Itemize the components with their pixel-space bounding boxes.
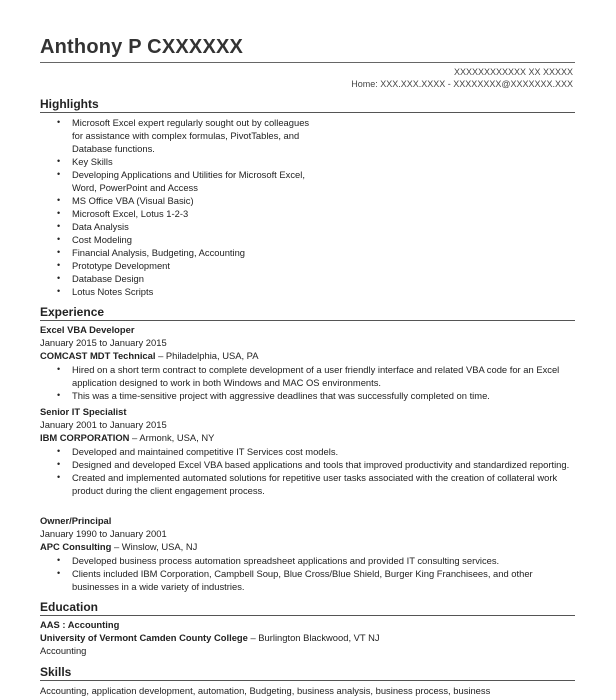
school-line <box>40 631 380 644</box>
list-item: • Microsoft Excel, Lotus 1-2-3 <box>72 207 312 220</box>
job-dates: January 1990 to January 2001 <box>40 528 167 539</box>
highlights-list <box>72 116 312 298</box>
list-item: • Database Design <box>72 272 312 285</box>
candidate-name: Anthony P CXXXXXX <box>40 36 244 58</box>
section-heading-education: Education <box>40 600 575 616</box>
company-location: Winslow, USA, NJ <box>121 541 198 552</box>
separator-dash: – <box>158 350 164 361</box>
company-location: Philadelphia, USA, PA <box>165 350 259 361</box>
section-heading-experience: Experience <box>40 305 575 321</box>
job-company-line <box>40 431 214 444</box>
job-dates: January 2015 to January 2015 <box>40 337 167 348</box>
list-item: • Designed and developed Excel VBA based applications and tools that improved productivity and standardized reporting. <box>72 458 572 471</box>
company-name: IBM CORPORATION <box>40 432 130 443</box>
list-item: • Prototype Development <box>72 259 312 272</box>
list-item: • Developing Applications and Utilities for Microsoft Excel, Word, PowerPoint and Access <box>72 168 312 194</box>
field-of-study: Accounting <box>40 645 87 656</box>
list-item: • MS Office VBA (Visual Basic) <box>72 194 312 207</box>
job-title: Owner/Principal <box>40 515 112 526</box>
job-dates: January 2001 to January 2015 <box>40 419 167 430</box>
list-item: • Lotus Notes Scripts <box>72 285 312 298</box>
school-location: Burlington Blackwood, VT NJ <box>258 632 380 643</box>
address-line-1: XXXXXXXXXXXX XX XXXXX <box>453 67 573 77</box>
degree: AAS : Accounting <box>40 619 120 630</box>
skills-text: Accounting, application development, automation, Budgeting, business analysis, business process, business <box>40 685 491 696</box>
job-company-line <box>40 349 259 362</box>
company-name: APC Consulting <box>40 541 112 552</box>
list-item: • Microsoft Excel expert regularly sought out by colleagues for assistance with complex formulas, PivotTables, and Database functions. <box>72 116 312 155</box>
contact-line: Home: XXX.XXX.XXXX - XXXXXXXX@XXXXXXX.XXX <box>351 79 573 89</box>
section-heading-highlights: Highlights <box>40 97 575 113</box>
list-item: • Hired on a short term contract to complete development of a user friendly interface and related VBA code for an Excel application designed to work in both Windows and MAC OS environments. <box>72 363 572 389</box>
job-company-line <box>40 540 197 553</box>
job-title: Senior IT Specialist <box>40 406 127 417</box>
header-divider <box>40 62 575 63</box>
company-location: Armonk, USA, NY <box>139 432 215 443</box>
list-item: • Key Skills <box>72 155 312 168</box>
separator-dash: – <box>113 541 120 552</box>
job-title: Excel VBA Developer <box>40 324 135 335</box>
list-item: • Cost Modeling <box>72 233 312 246</box>
list-item: • Created and implemented automated solutions for repetitive user tasks associated with the creation of collateral work product during the client engagement process. <box>72 471 572 497</box>
company-name: COMCAST MDT Technical <box>40 350 156 361</box>
list-item: • Developed and maintained competitive IT Services cost models. <box>72 445 572 458</box>
list-item: • Financial Analysis, Budgeting, Accounting <box>72 246 312 259</box>
job-bullets <box>72 363 572 402</box>
school-name: University of Vermont Camden County College <box>40 632 248 643</box>
list-item: • This was a time-sensitive project with aggressive deadlines that was successfully completed on time. <box>72 389 572 402</box>
section-heading-skills: Skills <box>40 665 575 681</box>
job-bullets <box>72 445 572 497</box>
list-item: • Data Analysis <box>72 220 312 233</box>
separator-dash: – <box>132 432 138 443</box>
list-item: • Clients included IBM Corporation, Campbell Soup, Blue Cross/Blue Shield, Burger King Franchisees, and other businesses in a wide variety of industries. <box>72 567 572 593</box>
list-item: • Developed business process automation spreadsheet applications and provided IT consulting services. <box>72 554 572 567</box>
separator-dash: – <box>250 632 256 643</box>
job-bullets <box>72 554 572 593</box>
